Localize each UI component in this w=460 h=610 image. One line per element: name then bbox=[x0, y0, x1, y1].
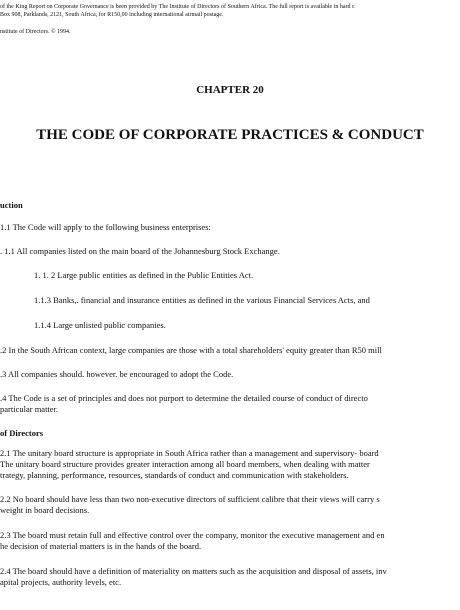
paragraph-1-4-line-1: .4 The Code is a set of principles and does not purport to determine the detailed course of conduct of directo bbox=[0, 393, 368, 403]
paragraph-1-1-1: . 1.1 All companies listed on the main board of the Johannesburg Stock Exchange. bbox=[0, 246, 280, 256]
section-heading-board: of Directors bbox=[0, 428, 44, 438]
paragraph-1-3: .3 All companies should. however. be encouraged to adopt the Code. bbox=[0, 369, 234, 379]
paragraph-1-1-4: 1.1.4 Large unlisted public companies. bbox=[34, 320, 166, 330]
paragraph-2-1-line-1: 2.1 The unitary board structure is appropriate in South Africa rather than a management and supervisory- board bbox=[0, 448, 379, 458]
paragraph-2-4-line-2: apital projects, authority levels, etc. bbox=[0, 577, 122, 587]
header-note-line-1: of the King Report on Corporate Governance is been provided by The Institute of Directors of Southern Africa. The full report is available in hard c bbox=[0, 4, 355, 10]
paragraph-1-1: 1.1 The Code will apply to the following business enterprises: bbox=[0, 222, 211, 232]
paragraph-1-1-3: 1.1.3 Banks,. financial and insurance entities as defined in the various Financial Services Acts, and bbox=[34, 295, 370, 305]
paragraph-2-3-line-1: 2.3 The board must retain full and effective control over the company, monitor the executive management and en bbox=[0, 530, 385, 540]
document-title: THE CODE OF CORPORATE PRACTICES & CONDUCT bbox=[36, 127, 424, 143]
paragraph-1-2: .2 In the South African context, large companies are those with a total shareholders' equity greater than R50 mill bbox=[0, 345, 382, 355]
chapter-heading: CHAPTER 20 bbox=[196, 84, 264, 96]
paragraph-2-1-line-3: trategy, planning, performance, resources, standards of conduct and communication with stakeholders. bbox=[0, 470, 349, 480]
paragraph-2-1-line-2: The unitary board structure provides greater interaction among all board members, when dealing with matter bbox=[0, 459, 370, 469]
paragraph-1-1-2: 1. 1. 2 Large public entities as defined in the Public Entities Act. bbox=[34, 270, 254, 280]
paragraph-2-4-line-1: 2.4 The board should have a definition of materiality on matters such as the acquisition and disposal of assets, inv bbox=[0, 566, 387, 576]
section-heading-introduction: uction bbox=[0, 200, 23, 210]
paragraph-1-4-line-2: particular matter. bbox=[0, 404, 59, 414]
paragraph-2-2-line-2: weight in board decisions. bbox=[0, 505, 90, 515]
paragraph-2-2-line-1: 2.2 No board should have less than two non-executive directors of sufficient calibre that their views will carry s bbox=[0, 494, 380, 504]
paragraph-2-3-line-2: he decision of material matters is in the hands of the board. bbox=[0, 541, 202, 551]
copyright-note: nstitute of Directors. © 1994. bbox=[0, 29, 71, 35]
header-note-line-2: Box 908, Parklands, 2121, South Africa, for R150,00 including international airmail postage. bbox=[0, 12, 224, 18]
